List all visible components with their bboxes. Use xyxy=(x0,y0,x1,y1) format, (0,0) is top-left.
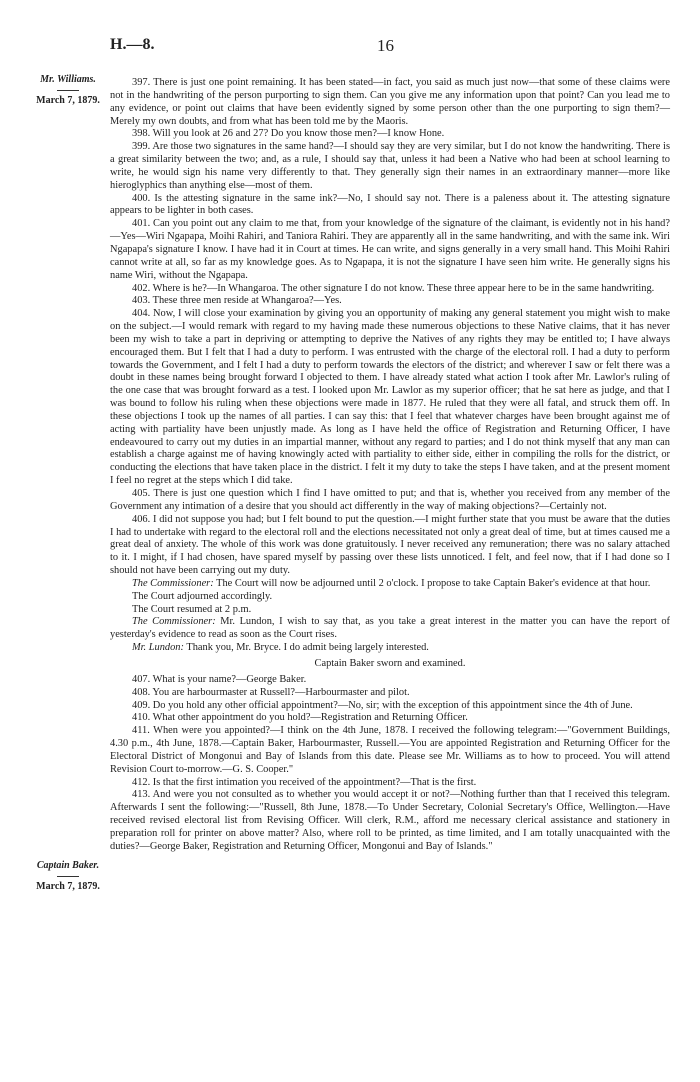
paragraph xyxy=(110,578,670,591)
paragraph xyxy=(110,295,670,308)
section-heading xyxy=(110,658,670,671)
paragraph-text: 398. Will you look at 26 and 27? Do you know those men?—I know Hone. xyxy=(132,128,445,140)
paragraph-text: Mr. Lundon, I wish to say that, as you take a great interest in the matter you can have the report of yesterday's evidence to read as soon as the Court rises. xyxy=(110,616,670,641)
paragraph xyxy=(110,789,670,853)
paragraph xyxy=(110,308,670,488)
paragraph-text: 402. Where is he?—In Whangaroa. The other signature I do not know. These three appear here to be in the same handwriting. xyxy=(132,282,655,294)
paragraph xyxy=(110,712,670,725)
witness-date: March 7, 1879. xyxy=(36,881,100,892)
paragraph-text: 410. What other appointment do you hold?—Registration and Returning Officer. xyxy=(132,712,468,724)
paragraph-text: 400. Is the attesting signature in the same ink?—No, I should say not. There is a paleness about it. The attesting signature appears to be lighter in both cases. xyxy=(110,192,670,217)
paragraph xyxy=(110,725,670,776)
paragraph xyxy=(110,141,670,192)
paragraph xyxy=(110,674,670,687)
paragraph xyxy=(110,77,670,128)
paragraph xyxy=(110,128,670,141)
paragraph xyxy=(110,700,670,713)
speaker-label: Mr. Lundon: xyxy=(132,642,184,654)
paragraph-text: 411. When were you appointed?—I think on the 4th June, 1878. I received the following telegram:—"Government Buildings, 4.30 p.m., 4th June, 1878.—Captain Baker, Harbourmaster, Russell.—You are appointed Registration and Returning Officer for the Electoral District of Mongonui and Bay of Islands from this date. Please see Mr. Williams as to how to proceed. You will attend Revision Court to-morrow.—G. S. Cooper." xyxy=(110,725,670,775)
paragraph xyxy=(110,616,670,642)
paragraph-text: 404. Now, I will close your examination by giving you an opportunity of making any general statement you might wish to make on the subject.—I would remark with regard to my having made these numerous objections to these Native claims, that it has never been my wish to take a part in depriving or attempting to deprive the Natives of any rights they may be entitled to; I have always encouraged them. But I felt that I had a duty to perform. I was entrusted with the charge of the electoral roll. I had a duty to perform towards the Government, and I felt I had a duty to perform towards the electors of the district; and wherever I saw or felt there was a doubt in these names being brought forward I objected to them. I have already stated what action I took after Mr. Lawlor's ruling of the one case that was brought forward as a test. I looked upon Mr. Lawlor as my superior officer; that he sat here as judge, and that I was bound to follow his ruling when these objections were made in 1877. He ruled that they were all fatal, and struck them off. In these objections I took up the names of all parties. I can say this: that I feel that whatever charges have been brought against me of acting with partiality have been unjustly made. As long as I have held the office of Registration and Returning Officer, I have endeavoured to carry out my duties in an impartial manner, without any regard to parties; and I do not think myself that any man can establish a charge against me of having knowingly acted with partiality to either side, either in compiling the rolls for the district, or conducting the elections that have taken place in the district. I felt it my duty to take the steps I have taken, and at the present moment I feel no regret at the steps which I did take. xyxy=(110,308,670,487)
paragraph-text: Captain Baker sworn and examined. xyxy=(314,657,466,669)
paragraph xyxy=(110,777,670,790)
paragraph-text: 403. These three men reside at Whangaroa?—Yes. xyxy=(132,295,342,307)
paragraph xyxy=(110,642,670,655)
paragraph-text: The Court resumed at 2 p.m. xyxy=(132,603,252,615)
paragraph-text: 413. And were you not consulted as to whether you would accept it or not?—Nothing further than that I received this telegram. Afterwards I sent the following:—"Russell, 8th June, 1878.—To Under Secretary, Colonial Secretary's Office, Wellington.—Have received revised electoral list from Revising Officer. Will clerk, R.M., afford me necessary clerical assistance and stationery in preparation roll for printer on above matter? Also, where roll to be printed, as time limited, and I am totally unacquainted with the duties?—George Baker, Registration and Returning Officer, Mongonui and Bay of Islands." xyxy=(110,789,670,852)
paragraph-text: 397. There is just one point remaining. It has been stated—in fact, you said as much just now—that some of these claims were not in the handwriting of the person purporting to sign them. Can you give me any information upon that point? Can you lead me to any evidence, or point out claims that have been evidently signed by some person other than the one purporting to sign them?—Merely my own doubts, and from what has been told me by the Maoris. xyxy=(110,77,670,127)
margin-note-witness-1 xyxy=(18,74,118,106)
paragraph xyxy=(110,193,670,219)
paragraph xyxy=(110,591,670,604)
paragraph xyxy=(110,514,670,578)
speaker-label: The Commissioner: xyxy=(132,577,214,589)
divider xyxy=(57,90,79,91)
document-code: H.—8. xyxy=(110,36,155,53)
page-header xyxy=(0,36,700,58)
paragraph-text: 408. You are harbourmaster at Russell?—Harbourmaster and pilot. xyxy=(132,686,410,698)
paragraph-text: 407. What is your name?—George Baker. xyxy=(132,673,307,685)
paragraph-text: The Court will now be adjourned until 2 o'clock. I propose to take Captain Baker's evidence at that hour. xyxy=(213,577,651,589)
paragraph xyxy=(110,283,670,296)
paragraph-text: Thank you, Mr. Bryce. I do admit being largely interested. xyxy=(183,642,429,654)
speaker-label: The Commissioner: xyxy=(132,616,216,628)
paragraph xyxy=(110,218,670,282)
paragraph xyxy=(110,604,670,617)
paragraph-text: The Court adjourned accordingly. xyxy=(132,590,273,602)
margin-note-witness-2 xyxy=(18,860,118,892)
paragraph-text: 406. I did not suppose you had; but I felt bound to put the question.—I might further state that you must be aware that the duties I had to undertake with regard to the electoral roll and the elections necessitated not only a great deal of time, but at times caused me a great deal of anxiety. The whole of this work was done gratuitously. I never received any remuneration; there was no salary attached to it. I might, if I had chosen, have spared myself by passing over these lists unnoticed. I felt, and feel now, that if I had done so I should not have been carrying out my duty. xyxy=(110,513,670,577)
paragraph-text: 401. Can you point out any claim to me that, from your knowledge of the signature of the claimant, is evidently not in his hand?—Yes—Wiri Ngapapa, Moihi Rahiri, and Taniora Rahiri. They are apparently all in the same handwriting, and with the same ink. Wiri Ngapapa's signature I know. I have had it in Court at times. He can write, and signs generally in a very small hand. This Moihi Rahiri cannot write at all, so far as my knowledge goes. As to Ngapapa, it is not the signature I have seen him write. He generally signs his name Wiri, without the Ngapapa. xyxy=(110,218,670,281)
page-number: 16 xyxy=(377,36,394,55)
paragraph xyxy=(110,687,670,700)
paragraph-text: 405. There is just one question which I find I have omitted to put; and that is, whether you received from any member of the Government any intimation of a desire that you should act differently in the way of making objections?—Certainly not. xyxy=(110,488,670,512)
paragraph xyxy=(110,488,670,514)
witness-name: Mr. Williams. xyxy=(40,74,96,85)
divider xyxy=(57,876,79,877)
paragraph-text: 399. Are those two signatures in the same hand?—I should say they are very similar, but I do not know the handwriting. There is a great similarity between the two; and, as a rule, I should say that, unless it had been a Native who had been at school learning to write, he would sign his name very differently to that. They generally sign their names in an extraordinary manner—more like hieroglyphics than anything else—most of them. xyxy=(110,141,670,191)
witness-date: March 7, 1879. xyxy=(36,95,100,106)
evidence-text xyxy=(110,77,670,854)
witness-name: Captain Baker. xyxy=(36,860,100,871)
paragraph-text: 412. Is that the first intimation you received of the appointment?—That is the first. xyxy=(132,776,477,788)
paragraph-text: 409. Do you hold any other official appointment?—No, sir; with the exception of this appointment since the 4th of June. xyxy=(132,699,633,711)
